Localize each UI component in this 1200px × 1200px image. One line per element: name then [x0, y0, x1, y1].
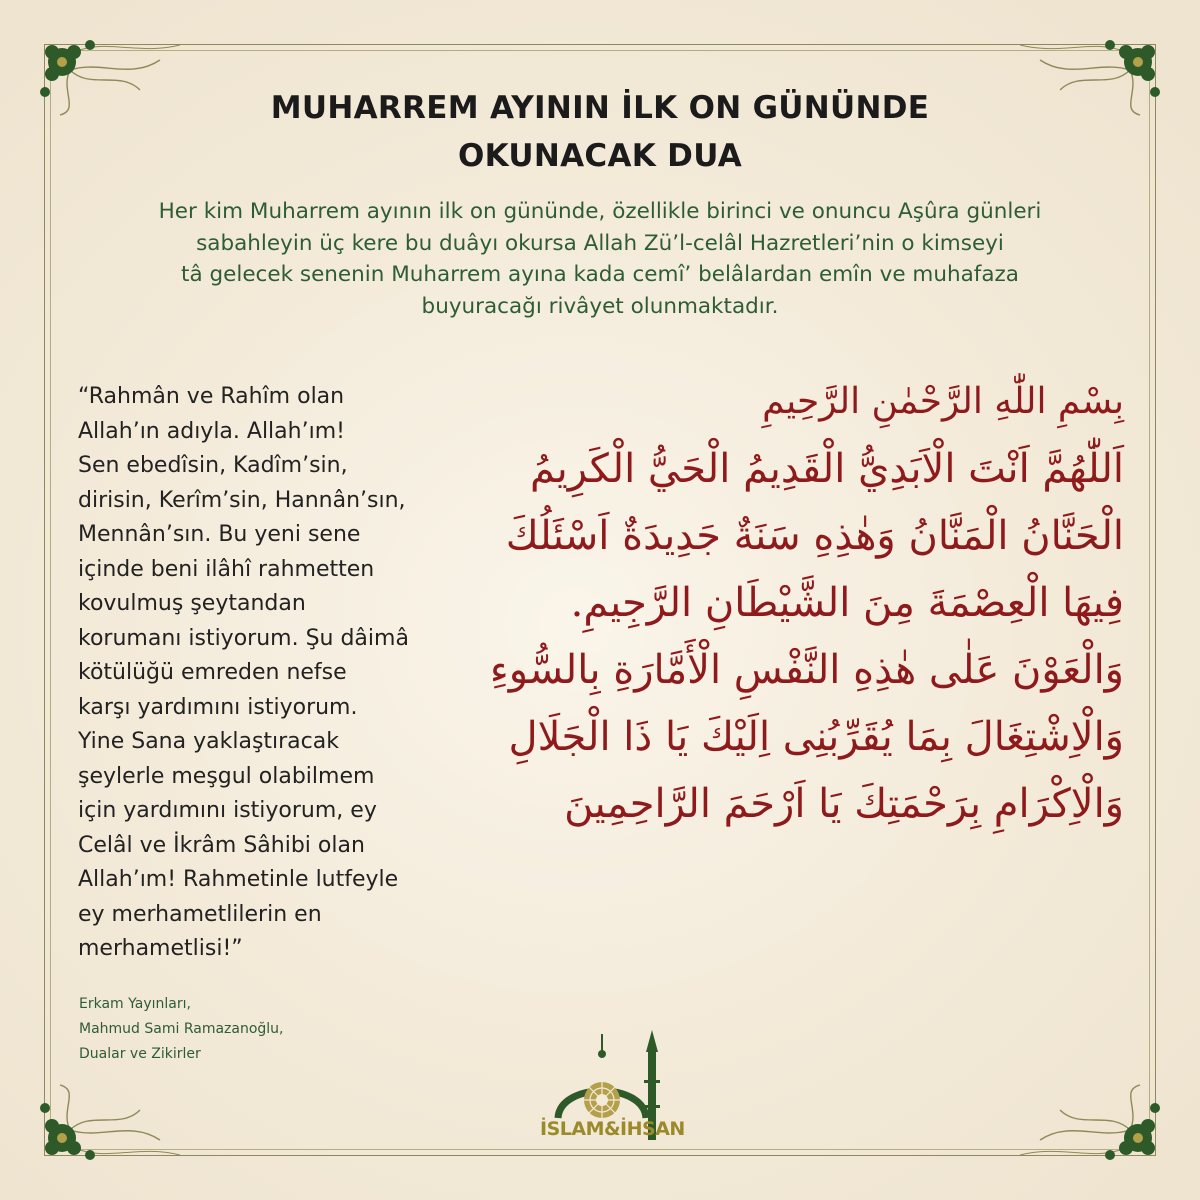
source-line: Erkam Yayınları,: [79, 996, 191, 1012]
translation-line: içinde beni ilâhî rahmetten: [78, 556, 375, 582]
translation-line: Mennân’sın. Bu yeni sene: [78, 522, 361, 547]
intro-line: buyuracağı rivâyet olunmaktadır.: [421, 293, 779, 319]
arabic-line: وَالْاِكْرَامِ بِرَحْمَتِكَ يَا اَرْحَمَ الرَّاحِمِينَ: [564, 781, 1124, 827]
brand-logo-text: İSLAM&İHSAN: [540, 1118, 685, 1140]
arabic-line: وَالْاِشْتِغَالَ بِمَا يُقَرِّبُنِى اِلَيْكَ يَا ذَا الْجَلَالِ: [508, 714, 1124, 760]
arabic-line: الْحَنَّانُ الْمَنَّانُ وَهٰذِهِ سَنَةٌ جَدِيدَةٌ اَسْئَلُكَ: [505, 513, 1124, 559]
translation-line: Sen ebedîsin, Kadîm’sin,: [78, 453, 348, 478]
source-line: Dualar ve Zikirler: [79, 1046, 201, 1062]
arabic-prayer-text: [464, 368, 1124, 838]
page-title-line-1: MUHARREM AYININ İLK ON GÜNÜNDE: [270, 90, 930, 126]
corner-ornament-bottom-right: [1010, 1080, 1170, 1170]
intro-line: Her kim Muharrem ayının ilk on gününde, özellikle birinci ve onuncu Aşûra günleri: [158, 199, 1042, 224]
corner-ornament-bottom-left: [30, 1080, 190, 1170]
intro-line: sabahleyin üç kere bu duâyı okursa Allah Zü’l-celâl Hazretleri’nin o kimseyi: [196, 230, 1004, 256]
arabic-line: اَللّٰهُمَّ اَنْتَ الْاَبَدِيُّ الْقَدِيمُ الْحَيُّ الْكَرِيمُ: [529, 446, 1124, 492]
arabic-line: وَالْعَوْنَ عَلٰى هٰذِهِ النَّفْسِ الْأَمَّارَةِ بِالسُّوءِ: [489, 647, 1124, 693]
translation-line: ey merhametlilerin en: [78, 901, 322, 927]
translation-line: Celâl ve İkrâm Sâhibi olan: [78, 832, 365, 858]
translation-line: kötülüğü emreden nefse: [78, 660, 347, 685]
arabic-line: بِسْمِ اللّٰهِ الرَّحْمٰنِ الرَّحِيمِ: [762, 381, 1124, 422]
translation-line: merhametlisi!”: [78, 936, 243, 961]
translation-line: “Rahmân ve Rahîm olan: [78, 384, 345, 409]
arabic-line: فِيهَا الْعِصْمَةَ مِنَ الشَّيْطَانِ الرَّجِيمِ.: [570, 580, 1124, 626]
translation-line: korumanı istiyorum. Şu dâimâ: [78, 625, 409, 651]
translation-line: kovulmuş şeytandan: [78, 591, 306, 616]
translation-line: dirisin, Kerîm’sin, Hannân’sın,: [78, 487, 406, 513]
translation-line: Allah’ın adıyla. Allah’ım!: [78, 418, 345, 444]
intro-paragraph: [60, 196, 1140, 322]
source-citation: [79, 992, 284, 1067]
source-line: Mahmud Sami Ramazanoğlu,: [79, 1021, 284, 1037]
turkish-translation: [78, 380, 478, 967]
translation-line: karşı yardımını istiyorum.: [78, 694, 358, 720]
translation-line: şeylerle meşgul olabilmem: [78, 763, 375, 789]
intro-line: tâ gelecek senenin Muharrem ayına kada cemî’ belâlardan emîn ve muhafaza: [181, 262, 1019, 287]
translation-line: Allah’ım! Rahmetinle lutfeyle: [78, 867, 399, 892]
translation-line: için yardımını istiyorum, ey: [78, 798, 377, 823]
translation-line: Yine Sana yaklaştıracak: [78, 729, 339, 754]
page-title-line-2: OKUNACAK DUA: [457, 138, 743, 174]
